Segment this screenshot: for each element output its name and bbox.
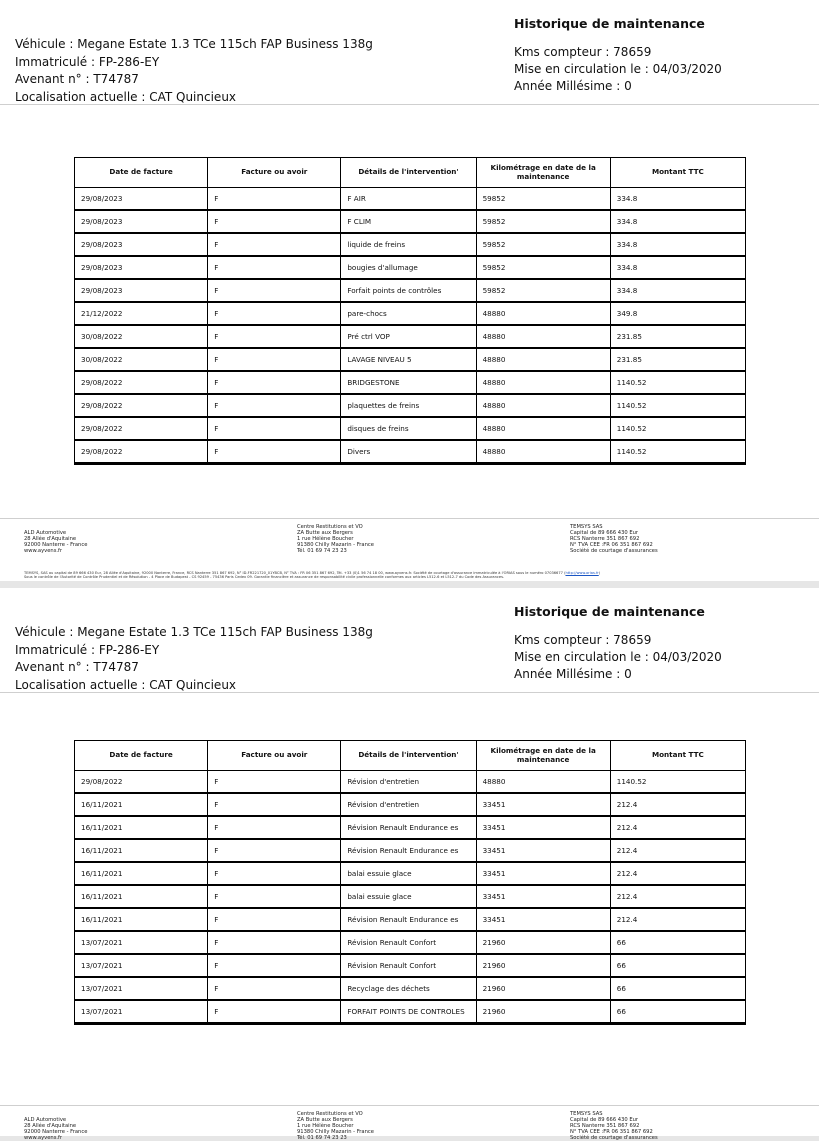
cell-mileage: 33451 [477,909,611,932]
header-divider [0,104,819,105]
cell-date: 29/08/2023 [75,280,208,303]
footer-line: www.ayvens.fr [24,548,63,554]
col-header-date: Date de facture [75,740,208,771]
footer-line: ZA Butte aux Bergers [297,530,353,536]
kms-line: Kms compteur : 78659 [514,45,652,59]
cell-amount: 66 [611,978,745,1001]
cell-amount: 66 [611,955,745,978]
cell-details: disques de freins [341,418,476,441]
vehicle-info [15,36,373,106]
cell-amount: 1140.52 [611,771,745,794]
cell-date: 16/11/2021 [75,817,208,840]
cell-amount: 334.8 [611,211,745,234]
cell-mileage: 21960 [477,978,611,1001]
report-page-2 [0,588,819,1141]
cell-date: 29/08/2022 [75,372,208,395]
cell-details: plaquettes de freins [341,395,476,418]
cell-details: Révision d'entretien [341,794,476,817]
footer-line: Société de courtage d'assurances [570,548,658,554]
cell-mileage: 21960 [477,955,611,978]
cell-mileage: 33451 [477,886,611,909]
table-row [75,909,745,932]
footer-company-center [297,524,374,554]
cell-type: F [208,326,341,349]
cell-date: 13/07/2021 [75,978,208,1001]
cell-amount: 1140.52 [611,418,745,441]
cell-amount: 334.8 [611,280,745,303]
footer-line: RCS Nanterre 351 867 692 [570,1123,640,1129]
footer-line: Société de courtage d'assurances [570,1135,658,1141]
maintenance-summary [514,15,722,95]
cell-date: 29/08/2022 [75,441,208,464]
footer-line: Tél. 01 69 74 23 23 [297,1135,347,1141]
cell-date: 16/11/2021 [75,886,208,909]
cell-amount: 212.4 [611,886,745,909]
cell-type: F [208,188,341,211]
footer-company-right [570,524,658,554]
col-header-date: Date de facture [75,157,208,188]
footer-legal-text: TEMSYS, SAS au capital de 89 666 430 Eur, 28 Allée d'Aquitaine, 92000 Nanterre, France, RCS Nanterre 351 867 692, N° ID-FR221720_01YBCB, N° TVA : FR 06 351 867 692, Tél. +33 (0)1 56 74 18 00, www.ayvens.fr. Société de courtage d'assurance immatriculée à l'ORIAS sous le numéro 07036677 (http://www.orias.fr) Sous le contrôle de l'Autorité de Contrôle Prudentiel et de Résolution - 4 Place de Budapest - CS 92459 - 75436 Paris Cedex 09. Garantie financière et assurance de responsabilité civile professionnelle conformes aux articles L512-6 et L512-7 du Code des Assurances. [24,571,800,580]
maintenance-table [74,740,746,1025]
circulation-line: Mise en circulation le : 04/03/2020 [514,650,722,664]
cell-amount: 1140.52 [611,441,745,464]
footer-company-right [570,1111,658,1141]
footer-line: N° TVA CEE :FR 06 351 867 692 [570,1129,653,1135]
table-row [75,280,745,303]
cell-type: F [208,863,341,886]
cell-details: Pré ctrl VOP [341,326,476,349]
cell-amount: 212.4 [611,840,745,863]
cell-details: bougies d'allumage [341,257,476,280]
localisation-line: Localisation actuelle : CAT Quincieux [15,677,237,692]
table-row [75,863,745,886]
col-header-amount: Montant TTC [611,740,745,771]
vehicle-line: Véhicule : Megane Estate 1.3 TCe 115ch FAP Business 138g [15,625,373,639]
cell-mileage: 59852 [477,280,611,303]
footer-line: 91380 Chilly Mazarin - France [297,542,374,548]
cell-mileage: 48880 [477,349,611,372]
footer-line: 28 Allée d'Aquitaine [24,1123,77,1129]
table-row [75,978,745,1001]
cell-date: 16/11/2021 [75,840,208,863]
footer-line: 92000 Nanterre - France [24,542,88,548]
table-row [75,326,745,349]
cell-date: 16/11/2021 [75,794,208,817]
cell-details: Révision Renault Endurance es [341,909,476,932]
cell-details: pare-chocs [341,303,476,326]
page-title: Historique de maintenance [514,604,705,619]
footer-line: Centre Restitutions et VO [297,1111,363,1117]
orias-link[interactable]: http://www.orias.fr [565,571,599,575]
footer-line: 91380 Chilly Mazarin - France [297,1129,374,1135]
cell-type: F [208,349,341,372]
footer-line: N° TVA CEE :FR 06 351 867 692 [570,542,653,548]
cell-mileage: 48880 [477,441,611,464]
table-row [75,234,745,257]
table-row [75,372,745,395]
footer-line: 1 rue Hélène Boucher [297,536,354,542]
cell-date: 21/12/2022 [75,303,208,326]
cell-mileage: 21960 [477,932,611,955]
col-header-details: Détails de l'intervention' [341,157,476,188]
cell-date: 29/08/2022 [75,395,208,418]
cell-mileage: 48880 [477,395,611,418]
cell-amount: 66 [611,932,745,955]
cell-amount: 231.85 [611,326,745,349]
cell-date: 16/11/2021 [75,909,208,932]
cell-type: F [208,978,341,1001]
legal-text-2: Sous le contrôle de l'Autorité de Contrôle Prudentiel et de Résolution - 4 Place de Budapest - CS 92459 - 75436 Paris Cedex 09. Garantie financière et assurance de responsabilité civile professionnelle conformes aux articles L512-6 et L512-7 du Code des Assurances. [24,575,505,580]
avenant-line: Avenant n° : T74787 [15,72,139,86]
cell-date: 29/08/2022 [75,771,208,794]
footer-line: 28 Allée d'Aquitaine [24,536,77,542]
cell-date: 13/07/2021 [75,1001,208,1024]
vehicle-line: Véhicule : Megane Estate 1.3 TCe 115ch FAP Business 138g [15,37,373,51]
footer-line: RCS Nanterre 351 867 692 [570,536,640,542]
col-header-type: Facture ou avoir [208,740,341,771]
vehicle-info [15,624,373,694]
cell-amount: 212.4 [611,863,745,886]
cell-details: Forfait points de contrôles [341,280,476,303]
footer-line: Centre Restitutions et VO [297,524,363,530]
cell-date: 13/07/2021 [75,955,208,978]
table-row [75,257,745,280]
footer-line: TEMSYS SAS [570,524,603,530]
cell-mileage: 59852 [477,211,611,234]
cell-amount: 1140.52 [611,372,745,395]
cell-details: Révision Renault Endurance es [341,817,476,840]
cell-details: BRIDGESTONE [341,372,476,395]
cell-details: Révision Renault Confort [341,932,476,955]
cell-details: FORFAIT POINTS DE CONTROLES [341,1001,476,1024]
cell-date: 29/08/2023 [75,211,208,234]
footer-line: Tél. 01 69 74 23 23 [297,548,347,554]
cell-date: 29/08/2023 [75,234,208,257]
cell-details: F CLIM [341,211,476,234]
cell-details: Révision d'entretien [341,771,476,794]
col-header-mileage: Kilométrage en date de la maintenance [477,740,611,771]
cell-type: F [208,840,341,863]
footer-line: ALD Automotive [24,530,67,536]
footer-divider [0,518,819,519]
cell-amount: 231.85 [611,349,745,372]
cell-details: Recyclage des déchets [341,978,476,1001]
cell-amount: 1140.52 [611,395,745,418]
localisation-line: Localisation actuelle : CAT Quincieux [15,89,237,104]
cell-type: F [208,303,341,326]
cell-mileage: 33451 [477,840,611,863]
cell-date: 29/08/2022 [75,418,208,441]
cell-mileage: 59852 [477,257,611,280]
cell-type: F [208,886,341,909]
cell-details: Révision Renault Confort [341,955,476,978]
cell-type: F [208,441,341,464]
cell-type: F [208,211,341,234]
table-row [75,395,745,418]
cell-type: F [208,817,341,840]
avenant-line: Avenant n° : T74787 [15,660,139,674]
cell-date: 16/11/2021 [75,863,208,886]
table-row [75,1001,745,1024]
cell-mileage: 59852 [477,234,611,257]
table-row [75,794,745,817]
cell-type: F [208,234,341,257]
cell-details: Divers [341,441,476,464]
cell-mileage: 33451 [477,794,611,817]
cell-details: F AIR [341,188,476,211]
col-header-mileage: Kilométrage en date de la maintenance [477,157,611,188]
table-row [75,771,745,794]
header-divider [0,692,819,693]
cell-details: balai essuie glace [341,863,476,886]
cell-date: 29/08/2023 [75,188,208,211]
cell-type: F [208,257,341,280]
table-row [75,441,745,464]
cell-mileage: 59852 [477,188,611,211]
col-header-details: Détails de l'intervention' [341,740,476,771]
cell-date: 13/07/2021 [75,932,208,955]
footer-divider [0,1105,819,1106]
cell-details: liquide de freins [341,234,476,257]
footer-line: 92000 Nanterre - France [24,1129,88,1135]
footer-company-left [24,530,87,554]
cell-mileage: 48880 [477,303,611,326]
kms-line: Kms compteur : 78659 [514,633,652,647]
cell-details: LAVAGE NIVEAU 5 [341,349,476,372]
cell-type: F [208,418,341,441]
cell-mileage: 48880 [477,372,611,395]
table-row [75,303,745,326]
footer-line: Capital de 89 666 430 Eur [570,530,639,536]
table-row [75,955,745,978]
footer-company-left [24,1117,87,1141]
cell-amount: 66 [611,1001,745,1024]
cell-type: F [208,794,341,817]
cell-amount: 212.4 [611,794,745,817]
table-row [75,840,745,863]
cell-type: F [208,372,341,395]
cell-mileage: 21960 [477,1001,611,1024]
footer-line: www.ayvens.fr [24,1135,63,1141]
millesime-line: Année Millésime : 0 [514,667,632,681]
cell-mileage: 48880 [477,418,611,441]
immat-line: Immatriculé : FP-286-EY [15,54,160,69]
table-row [75,817,745,840]
footer-line: ALD Automotive [24,1117,67,1123]
cell-mileage: 33451 [477,817,611,840]
footer-line: 1 rue Hélène Boucher [297,1123,354,1129]
footer-line: Capital de 89 666 430 Eur [570,1117,639,1123]
cell-type: F [208,395,341,418]
millesime-line: Année Millésime : 0 [514,79,632,93]
cell-type: F [208,955,341,978]
cell-date: 30/08/2022 [75,326,208,349]
cell-amount: 212.4 [611,817,745,840]
cell-amount: 334.8 [611,257,745,280]
immat-line: Immatriculé : FP-286-EY [15,642,160,657]
cell-type: F [208,1001,341,1024]
cell-type: F [208,771,341,794]
cell-date: 30/08/2022 [75,349,208,372]
col-header-amount: Montant TTC [611,157,745,188]
table-row [75,886,745,909]
circulation-line: Mise en circulation le : 04/03/2020 [514,62,722,76]
cell-amount: 334.8 [611,234,745,257]
maintenance-table [74,157,746,465]
cell-details: balai essuie glace [341,886,476,909]
maintenance-summary [514,603,722,683]
table-row [75,418,745,441]
cell-details: Révision Renault Endurance es [341,840,476,863]
cell-amount: 212.4 [611,909,745,932]
cell-amount: 334.8 [611,188,745,211]
table-row [75,932,745,955]
cell-type: F [208,932,341,955]
col-header-type: Facture ou avoir [208,157,341,188]
page-title: Historique de maintenance [514,16,705,31]
cell-mileage: 48880 [477,326,611,349]
footer-line: ZA Butte aux Bergers [297,1117,353,1123]
cell-type: F [208,280,341,303]
cell-date: 29/08/2023 [75,257,208,280]
table-row [75,211,745,234]
cell-mileage: 48880 [477,771,611,794]
footer-company-center [297,1111,374,1141]
table-row [75,188,745,211]
cell-type: F [208,909,341,932]
table-row [75,349,745,372]
legal-text-1: TEMSYS, SAS au capital de 89 666 430 Eur, 28 Allée d'Aquitaine, 92000 Nanterre, France, RCS Nanterre 351 867 692, N° ID-FR221720_01YBCB, N° TVA : FR 06 351 867 692, Tél. +33 (0)1 56 74 18 00, www.ayvens.fr. Société de courtage d'assurance immatriculée à l'ORIAS sous le numéro 07036677 [24,571,563,575]
cell-mileage: 33451 [477,863,611,886]
cell-amount: 349.8 [611,303,745,326]
footer-line: TEMSYS SAS [570,1111,603,1117]
